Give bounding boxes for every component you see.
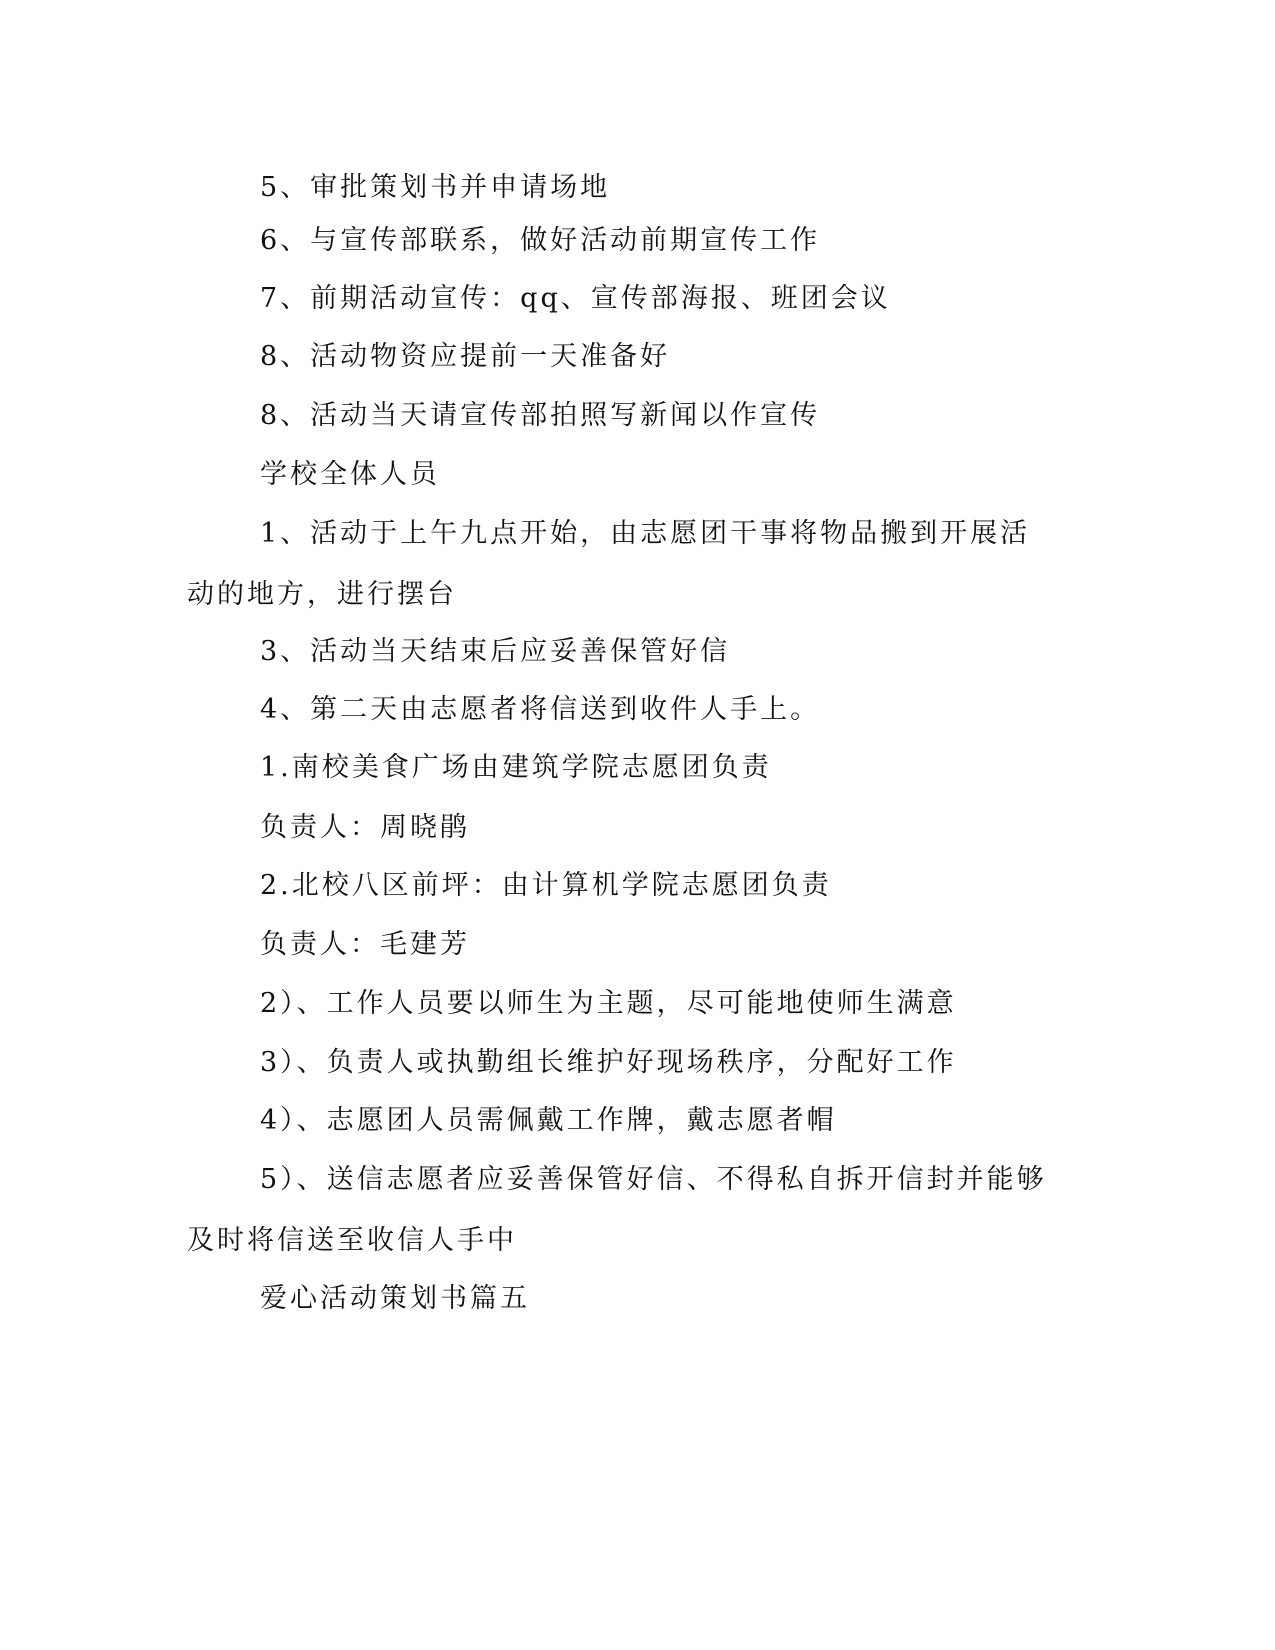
paragraph-note-5: 5）、送信志愿者应妥善保管好信、不得私自拆开信封并能够及时将信送至收信人手中	[187, 1164, 1047, 1256]
paragraph-procedure-4: 4、第二天由志愿者将信送到收件人手上。	[260, 694, 821, 725]
paragraph-procedure-1: 1、活动于上午九点开始，由志愿团干事将物品搬到开展活动的地方，进行摆台	[187, 518, 1031, 610]
paragraph-note-4: 4）、志愿团人员需佩戴工作牌，戴志愿者帽	[260, 1105, 837, 1136]
paragraph-step-7: 7、前期活动宣传：qq、宣传部海报、班团会议	[260, 283, 891, 314]
paragraph-step-6: 6、与宣传部联系，做好活动前期宣传工作	[260, 225, 821, 256]
paragraph-audience: 学校全体人员	[260, 459, 440, 490]
paragraph-procedure-3: 3、活动当天结束后应妥善保管好信	[260, 636, 731, 667]
paragraph-step-8-supplies: 8、活动物资应提前一天准备好	[260, 341, 671, 372]
paragraph-location-south: 1.南校美食广场由建筑学院志愿团负责	[260, 752, 772, 783]
paragraph-person-south: 负责人：周晓鹃	[260, 812, 470, 843]
paragraph-section-heading: 爱心活动策划书篇五	[260, 1283, 530, 1314]
paragraph-person-north: 负责人：毛建芳	[260, 929, 470, 960]
paragraph-note-2: 2）、工作人员要以师生为主题，尽可能地使师生满意	[260, 988, 957, 1019]
paragraph-step-8-publicity: 8、活动当天请宣传部拍照写新闻以作宣传	[260, 400, 821, 431]
paragraph-note-3: 3）、负责人或执勤组长维护好现场秩序，分配好工作	[260, 1047, 957, 1078]
paragraph-location-north: 2.北校八区前坪：由计算机学院志愿团负责	[260, 870, 832, 901]
paragraph-step-5: 5、审批策划书并申请场地	[260, 172, 611, 203]
